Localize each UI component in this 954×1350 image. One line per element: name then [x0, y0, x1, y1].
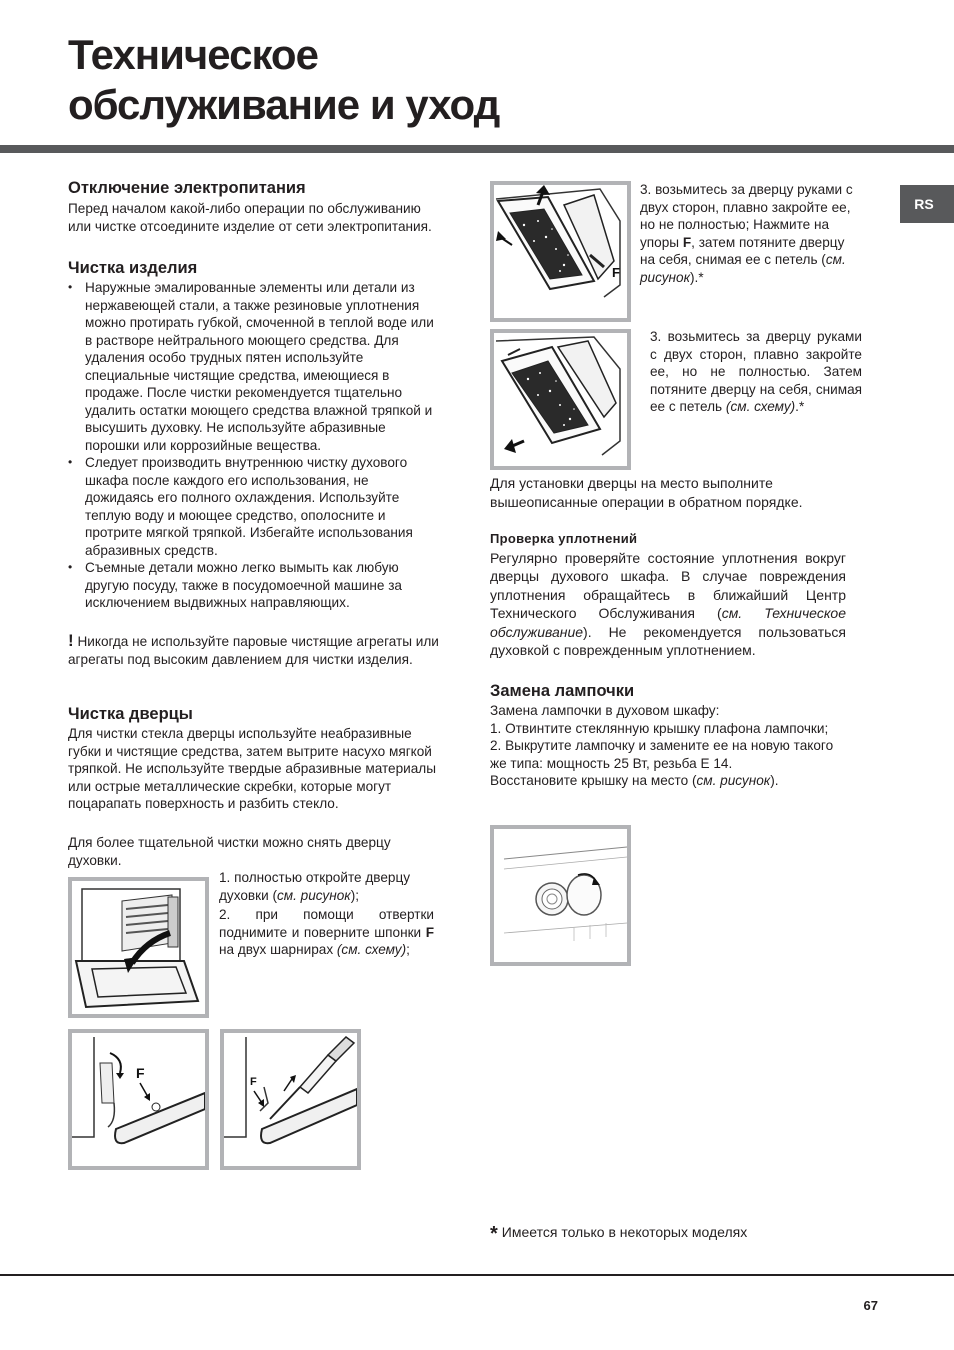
reinstall-text: Для установки дверцы на место выполните вышеописанные операции в обратном порядке.: [490, 475, 803, 510]
warning-text: Никогда не используйте паровые чистящие агрегаты или агрегаты под высоким давлением для чистки изделия.: [68, 634, 439, 667]
lamp-line-2: 1. Отвинтите стеклянную крышку плафона лампочки;: [490, 720, 829, 736]
lamp-line-1: Замена лампочки в духовом шкафу:: [490, 703, 720, 718]
oven-open-door-illustration: [72, 881, 205, 1014]
power-text: Перед началом какой-либо операции по обслуживанию или чистке отсоедините изделие от сети электропитания.: [68, 201, 432, 234]
lamp-instructions: [490, 702, 850, 790]
lamp-line-4-text: Восстановите крышку на место (: [490, 773, 697, 788]
seals-text-b: ). Не рекомендуется пользоваться духовкой с поврежденным уплотнением.: [490, 623, 846, 659]
step-2: [219, 906, 434, 959]
step-1: [219, 869, 434, 904]
page-title: [68, 30, 768, 130]
step-3b-end: .*: [795, 399, 805, 414]
step-1-end: );: [350, 887, 360, 903]
step-3b-ref: (см. схему): [725, 399, 796, 414]
label-f: F: [612, 265, 620, 280]
seals-text: [490, 549, 846, 659]
step-2-end: ;: [406, 942, 410, 957]
lamp-line-4: [490, 772, 850, 790]
cleaning-bullet: • Съемные детали можно легко вымыть как любую другую посуду, также в посудомоечной машине за исключением выдвижных направляющих.: [68, 559, 440, 612]
label-f: F: [250, 1076, 257, 1088]
warning-note: [68, 632, 440, 668]
step-3a-ref: см. рисунок: [640, 252, 846, 285]
cleaning-bullet: • Наружные эмалированные элементы или детали из нержавеющей стали, а также резиновые уплотнения можно протирать губкой, смоченной в теплой воде или в растворе нейтрального моющего средства. Для удаления особо трудных пятен используйте специальные чистящие средства, имеющиеся в продаже. После чистки рекомендуется тщательно удалить остатки моющего средства влажной тряпкой и высушить духовку. Не используйте абразивные порошки или коррозийные вещества.: [68, 279, 440, 454]
step-2-text-b: на двух шарнирах: [219, 942, 337, 957]
figure-screwdriver: [220, 1029, 361, 1170]
step-3a: [640, 181, 860, 286]
step-3a-f: F: [682, 234, 692, 250]
door-pull-illustration: [494, 333, 627, 466]
figure-hinge-rotate: [68, 1029, 209, 1170]
door-text-2: Для более тщательной чистки можно снять дверцу духовки.: [68, 835, 391, 868]
cleaning-list: [68, 279, 440, 612]
figure-open-door: [68, 877, 209, 1018]
lamp-heading: Замена лампочки: [490, 682, 635, 700]
step-2-f: F: [425, 924, 434, 940]
footer-rule: [0, 1274, 954, 1276]
step-2-text: 2. при помощи отвертки поднимите и поверните шпонки: [219, 907, 434, 940]
figure-door-removal-stops: [490, 181, 631, 322]
footnote-star: *: [490, 1223, 498, 1245]
page-title-line-2: обслуживание и уход: [68, 81, 500, 128]
hinge-rotate-illustration: [72, 1033, 205, 1166]
seals-text-a: Регулярно проверяйте состояние уплотнения вокруг дверцы духового шкафа. В случае повреждения уплотнения обращайтесь в ближайший Центр Технического Обслуживания (: [490, 550, 846, 622]
lamp-line-4-ref: см. рисунок: [696, 773, 771, 788]
step-3a-text: 3. возьмитесь за дверцу руками с двух сторон, плавно закройте ее, но не полностью; Нажмите на упоры: [640, 182, 853, 250]
lamp-line-3: 2. Выкрутите лампочку и замените ее на новую такого же типа: мощность 25 Вт, резьба Е 14.: [490, 738, 834, 771]
step-1-text: 1. полностью откройте дверцу духовки (: [219, 870, 411, 903]
door-removal-stops-illustration: [494, 185, 627, 318]
lamp-line-4-end: ).: [770, 773, 779, 788]
label-f: F: [136, 1065, 145, 1081]
step-2-ref: (см. схему): [336, 942, 407, 957]
cleaning-bullet: • Следует производить внутреннюю чистку духового шкафа после каждого его использования, не дожидаясь его полного охлаждения. Используйте теплую воду и моющее средство, ополосните и протрите мягкой тряпкой. Избегайте использования абразивных средств.: [68, 454, 440, 559]
step-3b: [650, 328, 862, 416]
figure-door-pull: [490, 329, 631, 470]
seals-ref: см. Техническое обслуживание: [490, 605, 846, 640]
language-tab: RS: [900, 185, 954, 223]
page-number: 67: [863, 1298, 878, 1313]
power-heading: Отключение электропитания: [68, 179, 306, 197]
warning-icon: !: [68, 631, 74, 650]
screwdriver-illustration: [224, 1033, 357, 1166]
lamp-cover-illustration: [494, 829, 627, 962]
page-title-line-1: Техническое: [68, 31, 318, 78]
step-3a-end: ).*: [690, 269, 704, 285]
footnote-text: Имеется только в некоторых моделях: [501, 1224, 748, 1240]
cleaning-heading: Чистка изделия: [68, 259, 198, 277]
step-3b-text: 3. возьмитесь за дверцу руками с двух сторон, плавно закройте ее, но не полностью. Затем потяните дверцу на себя, снимая ее с петель: [650, 329, 862, 414]
step-1-ref: см. рисунок: [277, 887, 351, 903]
door-heading: Чистка дверцы: [68, 705, 193, 723]
seals-heading: Проверка уплотнений: [490, 531, 638, 546]
door-text-1: Для чистки стекла дверцы используйте неабразивные губки и чистящие средства, затем вытрите насухо мягкой тряпкой. Не используйте твердые абразивные материалы или острые металлические скребки, которые могут поцарапать поверхность и разбить стекло.: [68, 726, 436, 811]
header-rule: [0, 145, 954, 153]
step-3a-text-b: , затем потяните дверцу на себя, снимая ее с петель (: [640, 234, 845, 267]
figure-lamp: [490, 825, 631, 966]
footnote: [490, 1223, 747, 1243]
